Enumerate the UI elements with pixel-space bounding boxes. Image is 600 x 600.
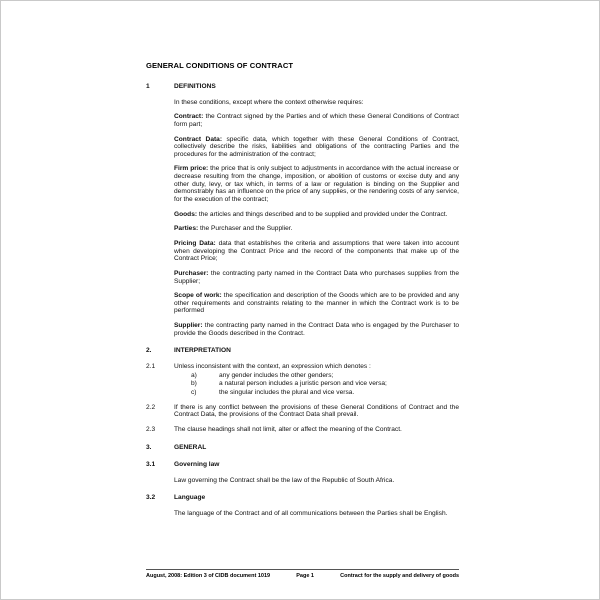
sub-clause-label: b) [191,380,197,388]
defined-term: Pricing Data: [174,239,219,247]
clause-text: Unless inconsistent with the context, an expression which denotes : a) any gender includes the other genders; b) a natural person includes a juristic person and vice versa; c) the singular includes the plural and vice versa. [174,363,459,397]
clause-text: Supplier: the contracting party named in the Contract Data who is engaged by the Purchaser to provide the Goods described in the Contract. [174,322,459,337]
defined-term: Contract Data: [174,135,227,143]
clause-text: GENERAL [174,443,207,451]
page-title: GENERAL CONDITIONS OF CONTRACT [146,61,294,70]
clause-number: 2. [146,347,152,355]
page-content [146,61,459,561]
numbered-paragraph [146,404,459,419]
sub-clause-text: the singular includes the plural and vice versa. [219,388,355,396]
paragraph [146,211,459,219]
clause-number [146,292,174,315]
paragraph [146,136,459,159]
clause-number [146,113,174,128]
paragraph [146,240,459,263]
footer-page-number: Page 1 [296,573,314,579]
sub-clause [174,372,459,380]
clause-number: 3.1 [146,461,156,469]
page-footer [146,569,459,579]
clause-text: Language [174,494,206,502]
paragraph [146,113,459,128]
document-body [146,83,459,518]
clause-number: 2.1 [146,363,156,371]
clause-number [146,510,174,518]
paragraph [146,292,459,315]
clause-text: Contract Data: specific data, which together with these General Conditions of Contract, collectively describe the risks, liabilities and obligations of the contracting Parties and the procedures for the administration of the contract; [174,135,459,158]
clause-text: Goods: the articles and things described and to be supplied and provided under the Contract. [174,210,448,218]
clause-text: Pricing Data: data that establishes the criteria and assumptions that were taken into account when developing the Contract Price and the record of the components that make up of the Contract Price; [174,239,459,263]
paragraph [146,477,459,485]
clause-number: 3.2 [146,494,156,502]
paragraph [146,225,459,233]
clause-text: DEFINITIONS [174,83,216,90]
numbered-paragraph [146,363,459,397]
clause-number: 3. [146,443,152,451]
clause-text: Parties: the Purchaser and the Supplier. [174,225,293,233]
paragraph [146,322,459,337]
sub-clause [174,380,459,388]
clause-number [146,99,174,107]
clause-text: The language of the Contract and of all communications between the Parties shall be English. [174,510,448,518]
clause-text: The clause headings shall not limit, alter or affect the meaning of the Contract. [174,425,402,433]
defined-term: Parties: [174,225,201,233]
clause-number [146,322,174,337]
clause-text: Scope of work: the specification and description of the Goods which are to be provided and any other requirements and constraints relating to the manner in which the Contract work is to be performed [174,292,459,315]
paragraph [146,270,459,285]
section-heading [146,347,459,355]
clause-number [146,240,174,263]
sub-clause-text: a natural person includes a juristic person and vice versa; [219,380,387,388]
sub-heading [146,494,459,502]
paragraph [146,510,459,518]
clause-text: If there is any conflict between the provisions of these General Conditions of Contract and the Contract Data, the provisions of the Contract Data shall prevail. [174,403,459,419]
sub-heading [146,461,459,469]
clause-number: 2.3 [146,425,156,433]
clause-number: 2.2 [146,403,156,411]
clause-text: Firm price: the price that is only subject to adjustments in accordance with the actual increase or decrease resulting from the change, imposition, or abolition of customs or excise duty and any other duty, levy, or tax which, in terms of a law or regulation is binding on the Supplier and demonstrably has an influence on the price of any supplies, or the rendering costs of any service, for the execution of the contract; [174,165,459,204]
sub-clause-text: any gender includes the other genders; [219,371,334,379]
clause-text: INTERPRETATION [174,347,231,355]
clause-number [146,270,174,285]
clause-number [146,165,174,203]
clause-text: Purchaser: the contracting party named in the Contract Data who purchases supplies from the Supplier; [174,269,459,285]
numbered-paragraph [146,426,459,434]
defined-term: Scope of work: [174,292,224,300]
clause-text: Contract: the Contract signed by the Parties and of which these General Conditions of Contract form part; [174,113,459,128]
clause-number [146,477,174,485]
paragraph [146,165,459,203]
clause-number [146,211,174,219]
clause-text: Law governing the Contract shall be the law of the Republic of South Africa. [174,476,395,484]
clause-text: Governing law [174,461,220,469]
defined-term: Contract: [174,113,206,121]
clause-number: 1 [146,83,150,90]
sub-clause-label: c) [191,388,197,396]
sub-clause-label: a) [191,371,197,379]
clause-number [146,136,174,159]
defined-term: Purchaser: [174,269,211,277]
paragraph [146,99,459,107]
footer-document-title: Contract for the supply and delivery of goods [340,573,459,579]
footer-edition-text: August, 2008: Edition 3 of CIDB document 1019 [146,573,271,579]
sub-clause [174,389,459,397]
defined-term: Goods: [174,210,199,218]
clause-text: In these conditions, except where the context otherwise requires: [174,98,364,106]
defined-term: Firm price: [174,165,211,173]
defined-term: Supplier: [174,322,205,330]
section-heading [146,444,459,452]
section-heading [146,83,459,91]
clause-number [146,225,174,233]
